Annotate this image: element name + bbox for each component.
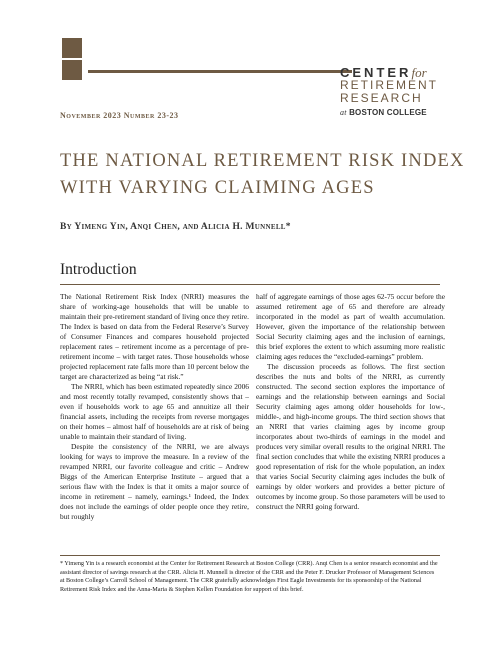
header-rule [88, 70, 352, 73]
logo-at-word: at [340, 108, 347, 117]
section-rule [60, 284, 440, 285]
left-paragraph-1: The National Retirement Risk Index (NRRI) measures the share of working-age households that will be unable to maintain their pre-retirement standard of living once they retire. The Index is based on data from the Federal Reserve’s Survey of Consumer Finances and compares household projected replacement rates – retirement income as a percentage of pre-retirement income – with target rates. Those households whose projected replacement rate falls more than 10 percent below the target are characterized as being “at risk.” [60, 292, 250, 381]
section-heading: Introduction [60, 261, 137, 278]
issue-line: November 2023 Number 23-23 [60, 111, 179, 120]
page-title [60, 148, 465, 202]
logo-line-research: RESEARCH [340, 91, 423, 105]
author-footnote: * Yimeng Yin is a research economist at the Center for Retirement Research at Boston College (CRR). Anqi Chen is a senior research economist and the assistant director of savings research at the CRR. Alicia H. Munnell is director of the CRR and the Peter F. Drucker Professor of Management Sciences at Boston College’s Carroll School of Management. The CRR gratefully acknowledges First Eagle Investments for its sponsorship of the National Retirement Risk Index and the Anna-Maria & Stephen Kellen Foundation for support of this brief. [60, 560, 438, 593]
logo-line-retirement: RETIREMENT [340, 78, 438, 92]
logo-bc-word: BOSTON COLLEGE [349, 108, 427, 117]
left-column [60, 292, 249, 522]
authors-line: By Yimeng Yin, Anqi Chen, and Alicia H. Munnell* [60, 222, 291, 232]
crr-logo [340, 66, 470, 119]
logo-square-1 [62, 38, 82, 58]
footnote-rule [60, 555, 440, 556]
left-paragraph-2: The NRRI, which has been estimated repeatedly since 2006 and most recently totally revamped, consistently shows that – even if households work to age 65 and annuitize all their financial assets, including the receipts from reverse mortgages on their homes – almost half of households are at risk of being unable to maintain their standard of living. [60, 382, 249, 441]
logo-center-word: CENTER [340, 65, 412, 80]
title-line-2: WITH VARYING CLAIMING AGES [60, 178, 375, 198]
logo-line-boston-college [340, 106, 470, 119]
right-paragraph-1: half of aggregate earnings of those ages 62-75 occur before the assumed retirement age of 65 and therefore are already incorporated in the model as part of wealth accumulation. However, given the importance of the relationship between Social Security claiming ages and the inclusion of earnings, this brief explores the extent to which assuming more realistic claiming ages reduces the “excluded-earnings” problem. [256, 292, 445, 361]
right-paragraph-2: The discussion proceeds as follows. The first section describes the nuts and bolts of the NRRI, as currently constructed. The second section explores the importance of earnings and the relationship between earnings and Social Security claiming ages among older households for low-, middle-, and high-income groups. The third section shows that an NRRI that varies claiming ages by income group incorporates about two-thirds of earnings in the model and produces very similar overall results to the original NRRI. The final section concludes that while the existing NRRI produces a good representation of risk for the whole population, an index that varies Social Security claiming ages includes the bulk of earnings by older workers and provides a better picture of outcomes by income group. So those parameters will be used to construct the NRRI going forward. [256, 362, 445, 511]
logo-for-word: for [411, 65, 427, 80]
right-column [256, 292, 445, 512]
title-line-1: THE NATIONAL RETIREMENT RISK INDEX [60, 151, 465, 171]
logo-square-2 [62, 60, 82, 80]
left-paragraph-3: Despite the consistency of the NRRI, we are always looking for ways to improve the measure. In a review of the revamped NRRI, our favorite colleague and critic – Andrew Biggs of the American Enterprise Institute – argued that a serious flaw with the Index is that it omits a major source of income in retirement – namely, earnings.¹ Indeed, the Index does not include the earnings of older people once they retire, but roughly [60, 442, 249, 521]
